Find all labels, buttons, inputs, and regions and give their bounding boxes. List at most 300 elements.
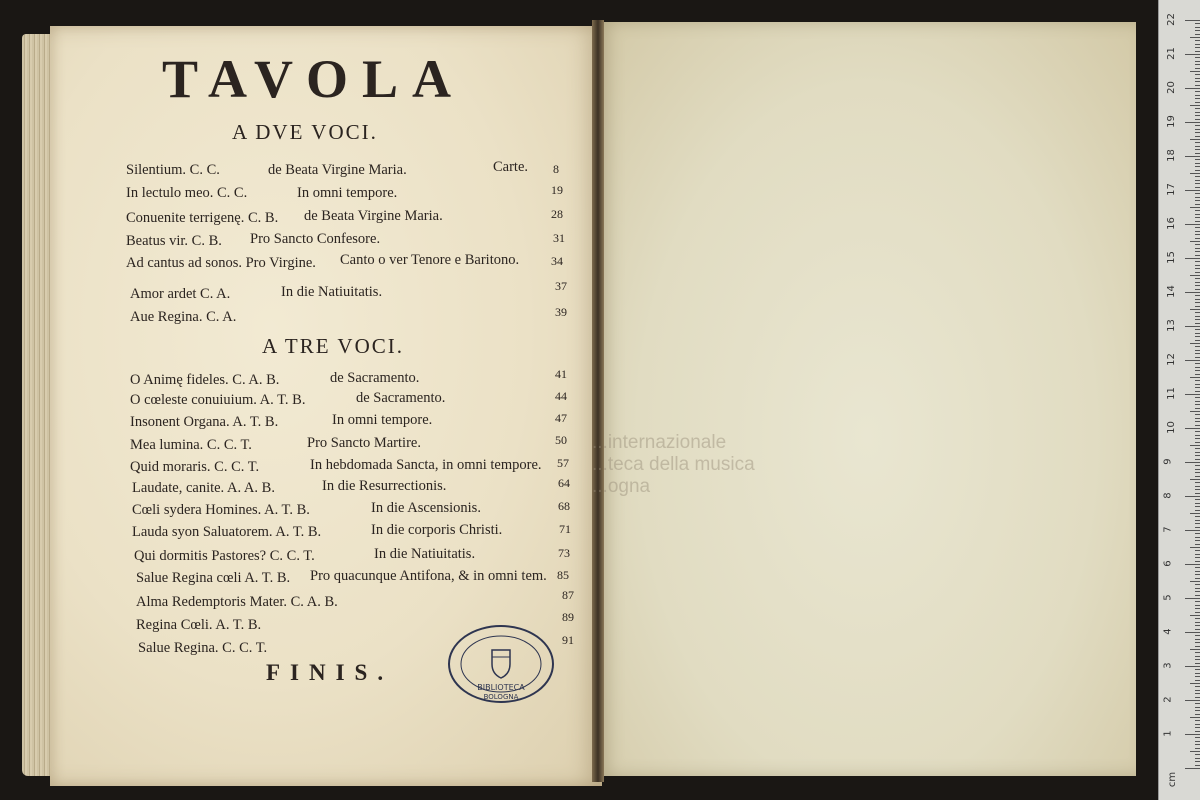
ruler-tick — [1185, 326, 1200, 327]
ruler-tick — [1190, 105, 1200, 106]
ruler-tick — [1195, 132, 1200, 133]
ruler-tick — [1195, 588, 1200, 589]
ruler-tick — [1195, 78, 1200, 79]
ruler-tick — [1190, 377, 1200, 378]
entry-page-number: 41 — [555, 367, 567, 381]
entry-page-number: 37 — [555, 279, 567, 293]
entry-title: O Animę fideles. C. A. B. — [130, 372, 280, 388]
ruler-tick — [1190, 411, 1200, 412]
entry-occasion: Canto o ver Tenore e Baritono. — [340, 252, 520, 268]
ruler-label: 19 — [1165, 115, 1177, 128]
ruler-tick — [1195, 136, 1200, 137]
entry-occasion: In die Ascensionis. — [371, 500, 481, 516]
ruler-tick — [1195, 44, 1200, 45]
ruler-tick — [1195, 370, 1200, 371]
watermark-line: ...ogna — [592, 476, 651, 497]
ruler-tick — [1195, 61, 1200, 62]
ruler-label: 5 — [1162, 594, 1174, 601]
ruler-tick — [1195, 652, 1200, 653]
ruler-tick — [1195, 159, 1200, 160]
ruler-tick — [1185, 394, 1200, 395]
ruler-tick — [1195, 197, 1200, 198]
ruler-tick — [1195, 299, 1200, 300]
ruler-tick — [1195, 214, 1200, 215]
ruler-tick — [1195, 302, 1200, 303]
ruler-tick — [1195, 669, 1200, 670]
ruler-tick — [1195, 571, 1200, 572]
entry-occasion: In hebdomada Sancta, in omni tempore. — [310, 457, 542, 473]
ruler-tick — [1195, 329, 1200, 330]
ruler-tick — [1195, 251, 1200, 252]
ruler-label: 21 — [1165, 47, 1177, 60]
ruler-tick — [1190, 309, 1200, 310]
ruler-tick — [1185, 564, 1200, 565]
ruler-tick — [1195, 724, 1200, 725]
ruler-tick — [1195, 663, 1200, 664]
ruler-tick — [1195, 629, 1200, 630]
entry-page-number: 50 — [555, 433, 567, 447]
ruler-tick — [1185, 530, 1200, 531]
ruler-tick — [1195, 540, 1200, 541]
ruler-tick — [1195, 574, 1200, 575]
ruler-tick — [1190, 139, 1200, 140]
ruler-tick — [1195, 153, 1200, 154]
ruler-tick — [1195, 605, 1200, 606]
ruler-tick — [1195, 554, 1200, 555]
ruler-tick — [1190, 615, 1200, 616]
ruler-tick — [1195, 278, 1200, 279]
ruler-label: 18 — [1165, 149, 1177, 162]
ruler-tick — [1195, 108, 1200, 109]
ruler-tick — [1195, 710, 1200, 711]
ruler-tick — [1195, 635, 1200, 636]
ruler-tick — [1185, 734, 1200, 735]
entry-title: Alma Redemptoris Mater. C. A. B. — [136, 594, 338, 610]
ruler-tick — [1195, 625, 1200, 626]
ruler-tick — [1195, 255, 1200, 256]
ruler-tick — [1190, 343, 1200, 344]
ruler-tick — [1190, 683, 1200, 684]
entry-occasion: In omni tempore. — [332, 412, 433, 428]
ruler-tick — [1195, 170, 1200, 171]
entry-title: Salue Regina cœli A. T. B. — [136, 570, 291, 586]
entry-title: Silentium. C. C. — [126, 162, 220, 178]
ruler-tick — [1195, 642, 1200, 643]
ruler-tick — [1195, 40, 1200, 41]
ruler-tick — [1195, 367, 1200, 368]
ruler-tick — [1195, 312, 1200, 313]
ruler-tick — [1185, 462, 1200, 463]
ruler-tick — [1190, 513, 1200, 514]
ruler-tick — [1195, 51, 1200, 52]
ruler-tick — [1195, 248, 1200, 249]
ruler-label: 15 — [1165, 251, 1177, 264]
entry-occasion: In die Resurrectionis. — [322, 478, 447, 494]
ruler-tick — [1195, 523, 1200, 524]
entry-title: In lectulo meo. C. C. — [126, 185, 248, 201]
ruler-tick — [1195, 448, 1200, 449]
ruler-tick — [1195, 452, 1200, 453]
ruler-tick — [1195, 690, 1200, 691]
ruler-label: 7 — [1162, 526, 1174, 533]
ruler-label: 1 — [1162, 730, 1174, 737]
ruler-tick — [1195, 81, 1200, 82]
ruler-label: 22 — [1165, 13, 1177, 26]
ruler-tick — [1195, 142, 1200, 143]
entry-page-number: 47 — [555, 411, 567, 425]
section-heading-three-voices: A TRE VOCI. — [262, 334, 404, 358]
ruler-tick — [1195, 91, 1200, 92]
svg-text:BOLOGNA: BOLOGNA — [483, 693, 519, 701]
entry-occasion: Pro Sancto Martire. — [307, 435, 421, 451]
ruler-tick — [1195, 210, 1200, 211]
ruler-tick — [1195, 265, 1200, 266]
ruler-tick — [1185, 20, 1200, 21]
entry-title: Mea lumina. C. C. T. — [130, 437, 252, 453]
entry-title: Aue Regina. C. A. — [130, 309, 237, 325]
ruler-tick — [1195, 125, 1200, 126]
ruler-tick — [1195, 693, 1200, 694]
ruler-tick — [1195, 74, 1200, 75]
ruler-tick — [1195, 387, 1200, 388]
ruler-tick — [1195, 176, 1200, 177]
entry-page-number: 34 — [551, 254, 563, 268]
ruler-tick — [1195, 163, 1200, 164]
ruler-tick — [1190, 717, 1200, 718]
ruler-tick — [1195, 295, 1200, 296]
ruler-tick — [1195, 561, 1200, 562]
ruler-tick — [1195, 166, 1200, 167]
ruler-tick — [1195, 408, 1200, 409]
entry-title: Beatus vir. C. B. — [126, 233, 222, 249]
ruler-tick — [1195, 404, 1200, 405]
ruler-tick — [1195, 591, 1200, 592]
ruler-label: 3 — [1162, 662, 1174, 669]
ruler-tick — [1195, 482, 1200, 483]
ruler-tick — [1195, 442, 1200, 443]
ruler-tick — [1195, 656, 1200, 657]
ruler-tick — [1195, 765, 1200, 766]
ruler-label: 16 — [1165, 217, 1177, 230]
ruler-tick — [1190, 37, 1200, 38]
ruler-tick — [1195, 754, 1200, 755]
ruler-tick — [1195, 476, 1200, 477]
ruler-tick — [1195, 200, 1200, 201]
ruler-label: 17 — [1165, 183, 1177, 196]
measuring-ruler — [1158, 0, 1200, 800]
ruler-tick — [1195, 506, 1200, 507]
watermark-line: ...internazionale — [592, 432, 727, 453]
ruler-tick — [1195, 680, 1200, 681]
ruler-tick — [1195, 720, 1200, 721]
ruler-tick — [1195, 68, 1200, 69]
ruler-tick — [1185, 224, 1200, 225]
ruler-tick — [1195, 129, 1200, 130]
ruler-tick — [1185, 88, 1200, 89]
ruler-label: 10 — [1165, 421, 1177, 434]
ruler-tick — [1195, 744, 1200, 745]
ruler-tick — [1195, 707, 1200, 708]
ruler-tick — [1195, 57, 1200, 58]
ruler-tick — [1195, 697, 1200, 698]
ruler-tick — [1195, 676, 1200, 677]
ruler-tick — [1195, 397, 1200, 398]
ruler-tick — [1195, 493, 1200, 494]
ruler-label: 4 — [1162, 628, 1174, 635]
ruler-tick — [1195, 146, 1200, 147]
ruler-tick — [1195, 469, 1200, 470]
ruler-tick — [1195, 336, 1200, 337]
ruler-tick — [1195, 578, 1200, 579]
ruler-tick — [1195, 319, 1200, 320]
ruler-tick — [1195, 234, 1200, 235]
entry-carte-label: Carte. — [493, 159, 529, 175]
ruler-tick — [1190, 71, 1200, 72]
ruler-tick — [1195, 465, 1200, 466]
ruler-tick — [1195, 244, 1200, 245]
ruler-tick — [1195, 30, 1200, 31]
ruler-tick — [1195, 85, 1200, 86]
ruler-tick — [1185, 122, 1200, 123]
ruler-tick — [1195, 98, 1200, 99]
ruler-tick — [1195, 418, 1200, 419]
ruler-tick — [1195, 115, 1200, 116]
ruler-tick — [1195, 472, 1200, 473]
ruler-tick — [1195, 306, 1200, 307]
ruler-tick — [1195, 34, 1200, 35]
ruler-tick — [1190, 751, 1200, 752]
ruler-tick — [1195, 414, 1200, 415]
ruler-tick — [1195, 499, 1200, 500]
entry-title: Qui dormitis Pastores? C. C. T. — [134, 548, 315, 564]
ruler-tick — [1195, 231, 1200, 232]
ruler-tick — [1195, 435, 1200, 436]
ruler-tick — [1195, 289, 1200, 290]
entry-title: Cœli sydera Homines. A. T. B. — [132, 502, 310, 518]
ruler-tick — [1195, 425, 1200, 426]
page-title: TAVOLA — [162, 49, 465, 109]
section-heading-two-voices: A DVE VOCI. — [232, 120, 378, 144]
svg-text:BIBLIOTECA: BIBLIOTECA — [477, 683, 525, 692]
ruler-tick — [1190, 207, 1200, 208]
ruler-tick — [1195, 268, 1200, 269]
ruler-label: 11 — [1165, 387, 1177, 400]
ruler-unit: cm — [1167, 771, 1179, 788]
ruler-tick — [1195, 221, 1200, 222]
ruler-tick — [1185, 428, 1200, 429]
ruler-tick — [1195, 431, 1200, 432]
ruler-tick — [1195, 612, 1200, 613]
entry-title: Laudate, canite. A. A. B. — [132, 480, 275, 496]
ruler-tick — [1195, 731, 1200, 732]
ruler-tick — [1195, 149, 1200, 150]
ruler-tick — [1195, 340, 1200, 341]
entry-page-number: 31 — [553, 231, 565, 245]
ruler-tick — [1195, 510, 1200, 511]
ruler-tick — [1190, 445, 1200, 446]
ruler-tick — [1185, 292, 1200, 293]
entry-occasion: de Beata Virgine Maria. — [304, 208, 443, 224]
ruler-tick — [1185, 496, 1200, 497]
ruler-tick — [1195, 95, 1200, 96]
entry-occasion: In die Natiuitatis. — [374, 546, 476, 562]
entry-page-number: 89 — [562, 610, 574, 624]
ruler-tick — [1195, 316, 1200, 317]
ruler-tick — [1195, 346, 1200, 347]
ruler-tick — [1195, 618, 1200, 619]
ruler-tick — [1195, 64, 1200, 65]
book-gutter — [592, 20, 604, 782]
right-page — [598, 22, 1136, 776]
ruler-tick — [1185, 54, 1200, 55]
entry-page-number: 8 — [553, 162, 559, 176]
ruler-tick — [1195, 741, 1200, 742]
ruler-tick — [1195, 544, 1200, 545]
ruler-tick — [1190, 241, 1200, 242]
ruler-tick — [1190, 547, 1200, 548]
ruler-tick — [1190, 173, 1200, 174]
ruler-tick — [1185, 598, 1200, 599]
ruler-tick — [1195, 27, 1200, 28]
ruler-tick — [1195, 238, 1200, 239]
ruler-tick — [1195, 686, 1200, 687]
entry-occasion: Pro quacunque Antifona, & in omni tem. — [310, 568, 547, 584]
ruler-tick — [1195, 380, 1200, 381]
entry-page-number: 71 — [559, 522, 571, 536]
ruler-label: 2 — [1162, 696, 1174, 703]
ruler-tick — [1185, 360, 1200, 361]
ruler-tick — [1195, 601, 1200, 602]
ruler-tick — [1195, 673, 1200, 674]
ruler-tick — [1195, 112, 1200, 113]
entry-occasion: de Sacramento. — [356, 390, 446, 406]
ruler-tick — [1195, 516, 1200, 517]
entry-title: Amor ardet C. A. — [130, 286, 231, 302]
ruler-tick — [1195, 282, 1200, 283]
ruler-label: 12 — [1165, 353, 1177, 366]
ruler-tick — [1195, 761, 1200, 762]
ruler-label: 14 — [1165, 285, 1177, 298]
entry-occasion: In die corporis Christi. — [371, 522, 503, 538]
entry-title: Conuenite terrigenę. C. B. — [126, 210, 279, 226]
entry-title: O cœleste conuiuium. A. T. B. — [130, 392, 306, 408]
ruler-tick — [1195, 183, 1200, 184]
ruler-tick — [1185, 258, 1200, 259]
ruler-tick — [1195, 584, 1200, 585]
entry-page-number: 68 — [558, 499, 570, 513]
ruler-tick — [1195, 384, 1200, 385]
ruler-tick — [1195, 639, 1200, 640]
ruler-tick — [1195, 595, 1200, 596]
ruler-tick — [1195, 193, 1200, 194]
entry-page-number: 28 — [551, 207, 563, 221]
ruler-label: 13 — [1165, 319, 1177, 332]
entry-title: Ad cantus ad sonos. Pro Virgine. — [126, 255, 316, 271]
ruler-tick — [1185, 666, 1200, 667]
ruler-tick — [1195, 285, 1200, 286]
ruler-tick — [1190, 479, 1200, 480]
entry-occasion: de Beata Virgine Maria. — [268, 162, 407, 178]
ruler-tick — [1195, 204, 1200, 205]
entry-title: Regina Cœli. A. T. B. — [136, 617, 262, 633]
ruler-tick — [1195, 438, 1200, 439]
ruler-tick — [1195, 533, 1200, 534]
ruler-tick — [1195, 550, 1200, 551]
ruler-tick — [1195, 272, 1200, 273]
entry-title: Salue Regina. C. C. T. — [138, 640, 268, 656]
ruler-tick — [1195, 350, 1200, 351]
ruler-tick — [1195, 353, 1200, 354]
ruler-tick — [1195, 391, 1200, 392]
ruler-tick — [1195, 489, 1200, 490]
entry-page-number: 73 — [558, 546, 570, 560]
ruler-label: 8 — [1162, 492, 1174, 499]
ruler-tick — [1195, 622, 1200, 623]
ruler-tick — [1195, 567, 1200, 568]
ruler-tick — [1195, 401, 1200, 402]
ruler-label: 9 — [1162, 458, 1174, 465]
ruler-tick — [1190, 581, 1200, 582]
entry-occasion: Pro Sancto Confesore. — [250, 231, 381, 247]
entry-page-number: 87 — [562, 588, 574, 602]
ruler-tick — [1185, 700, 1200, 701]
ruler-tick — [1195, 703, 1200, 704]
ruler-tick — [1195, 737, 1200, 738]
ruler-tick — [1185, 156, 1200, 157]
entry-occasion: de Sacramento. — [330, 370, 420, 386]
ruler-tick — [1195, 727, 1200, 728]
ruler-tick — [1195, 421, 1200, 422]
ruler-label: 20 — [1165, 81, 1177, 94]
watermark-line: ...teca della musica — [592, 454, 755, 475]
ruler-tick — [1195, 608, 1200, 609]
ruler-label: 6 — [1162, 560, 1174, 567]
ruler-tick — [1185, 632, 1200, 633]
ruler-tick — [1195, 503, 1200, 504]
ruler-tick — [1195, 187, 1200, 188]
ruler-tick — [1195, 374, 1200, 375]
ruler-tick — [1190, 275, 1200, 276]
entry-occasion: In die Natiuitatis. — [281, 284, 383, 300]
ruler-tick — [1195, 758, 1200, 759]
entry-occasion: In omni tempore. — [297, 185, 398, 201]
ruler-tick — [1195, 520, 1200, 521]
ruler-tick — [1195, 333, 1200, 334]
ruler-tick — [1195, 748, 1200, 749]
entry-page-number: 91 — [562, 633, 574, 647]
ruler-tick — [1195, 119, 1200, 120]
entry-title: Insonent Organa. A. T. B. — [130, 414, 279, 430]
ruler-tick — [1195, 537, 1200, 538]
ruler-tick — [1195, 363, 1200, 364]
entry-page-number: 57 — [557, 456, 569, 470]
ruler-tick — [1195, 459, 1200, 460]
ruler-tick — [1195, 23, 1200, 24]
entry-page-number: 39 — [555, 305, 567, 319]
entry-title: Quid moraris. C. C. T. — [130, 459, 260, 475]
ruler-tick — [1195, 47, 1200, 48]
watermark — [592, 432, 755, 498]
entry-title: Lauda syon Saluatorem. A. T. B. — [132, 524, 322, 540]
ruler-tick — [1195, 227, 1200, 228]
ruler-tick — [1195, 659, 1200, 660]
ruler-tick — [1195, 323, 1200, 324]
entry-page-number: 19 — [551, 183, 563, 197]
ruler-tick — [1195, 646, 1200, 647]
ruler-tick — [1195, 714, 1200, 715]
ruler-tick — [1185, 190, 1200, 191]
ruler-tick — [1195, 527, 1200, 528]
